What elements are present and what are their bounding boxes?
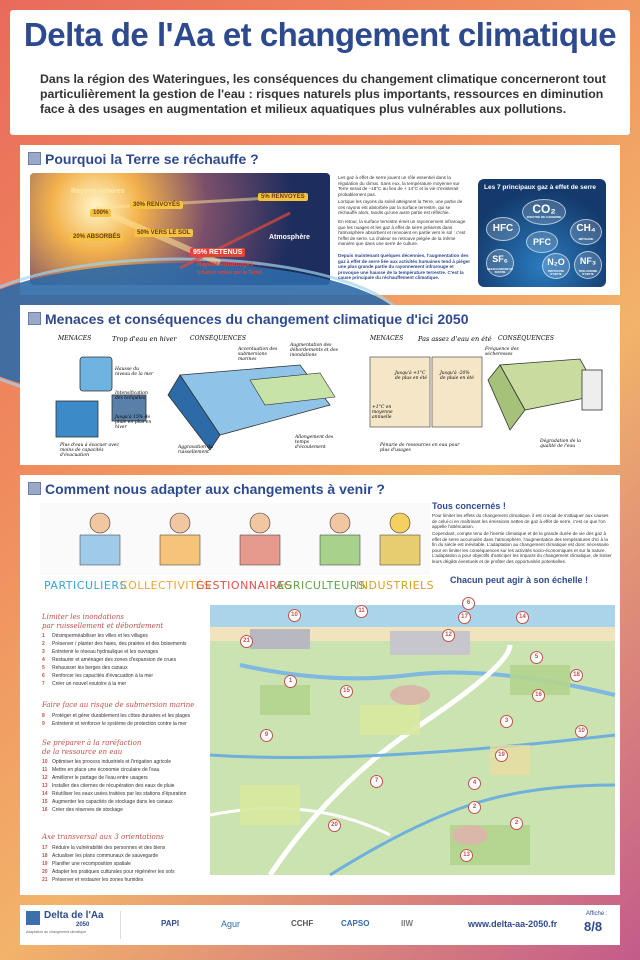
map-pin: 14 <box>516 611 529 624</box>
list-item: 18 Actualiser les plans communaux de sauvegarde <box>42 853 159 859</box>
left-note6: Augmentation des débordements et des inondations <box>290 343 338 358</box>
list-item: 14 Réutiliser les eaux usées traitées par les stations d'épuration <box>42 791 187 797</box>
map-pin: 5 <box>530 651 543 664</box>
map-pin: 10 <box>288 609 301 622</box>
list-item: 17 Réduire la vulnérabilité des personnes et des biens <box>42 845 166 851</box>
gas-hfc: HFC <box>486 217 520 241</box>
right-note3: Jusqu'à -20% de pluie en été <box>440 371 474 381</box>
label-atmosphere: Atmosphère <box>269 234 310 241</box>
gas-ch4: CH₄ MÉTHANE <box>570 219 602 245</box>
partner-logos <box>120 911 459 939</box>
section-title-threats: Menaces et conséquences du changement climatique d'ici 2050 <box>28 311 468 327</box>
label-rayons: Rayons solaires <box>71 188 125 195</box>
section-threats <box>20 305 620 465</box>
left-menaces-label: MENACES <box>58 335 92 342</box>
partner-papi: PAPI <box>161 919 180 928</box>
tous-p2: Cependant, compte tenu de l'inertie climatique et de la grande durée de vie des gaz à effet de serre accumulés dans l'atmosphère, l'augmentation des températures d'ici à la fin du siècle est inévitable. L'adaptation au changement climatique est donc nécessaire pour en limiter les conséquences sur les activités socio-économiques et sur la nature. L'adaptation a pour objectifs d'anticiper les impacts du changement climatique, de limiter leurs dégâts éventuels et de profiter des opportunités potentielles. <box>432 531 612 564</box>
list-item: 12 Améliorer le partage de l'eau entre usagers <box>42 775 148 781</box>
text-para3: En retour, la surface terrestre émet un rayonnement infrarouge que les nuages et les gaz à effet de serre présents dans l'atmosphère absorbent et renvoient en partie vers le sol : c'est l'effet de serre. La chaleur se retrouve piégée de la même manière que dans une serre de culture. <box>338 219 466 247</box>
label-infrarouges: Rayons infrarouges <box>197 262 254 268</box>
map-pin: 2 <box>510 817 523 830</box>
left-note5: Accentuation des submersions marines <box>238 347 278 362</box>
right-note6: Dégradation de la qualité de l'eau <box>540 439 581 449</box>
cat-agriculteurs: AGRICULTEURS <box>276 579 366 592</box>
list-item: 16 Créer des réserves de stockage <box>42 807 123 813</box>
text-para1: Les gaz à effet de serre jouent un rôle essentiel dans la régulation du climat. Sans eux, la température moyenne sur Terre serait de –18°C au lieu de + 14°C et la vie n'existerait probablement pas. <box>338 175 460 197</box>
delta-logo <box>26 911 110 939</box>
delta-map <box>210 600 615 875</box>
map-pin: 19 <box>495 749 508 762</box>
list-item: 1 Désimperméabiliser les villes et les villages <box>42 633 148 639</box>
left-note1: Hausse du niveau de la mer <box>115 367 154 377</box>
right-note1: Jusqu'à +1°C de plus en été <box>395 371 428 381</box>
list-item: 4 Restaurer et aménager des zones d'expansion de crues <box>42 657 177 663</box>
map-pin: 20 <box>328 819 341 832</box>
gases-box <box>478 179 606 287</box>
header-panel <box>10 10 630 135</box>
section-adapt <box>20 475 620 895</box>
group4-heading: Axe transversal aux 3 orientations <box>42 833 164 841</box>
list-item: 13 Installer des citernes de récupération des eaux de pluie <box>42 783 175 789</box>
gases-title: Les 7 principaux gaz à effet de serre <box>484 184 596 191</box>
label-5: 5% RENVOYÉS <box>258 193 308 201</box>
right-note2: +1°C en moyenne annuelle <box>372 405 393 420</box>
list-item: 5 Rehausser les berges des canaux <box>42 665 128 671</box>
left-note4: Plus d'eau à évacuer avec moins de capacités d'évacuation <box>60 443 119 458</box>
site-link[interactable]: www.delta-aa-2050.fr <box>468 919 558 929</box>
left-note7: Aggravation du ruissellement <box>178 445 214 455</box>
logo-text: Delta de l'Aa <box>44 910 104 921</box>
partner-iiw: IIW <box>401 919 413 928</box>
square-icon <box>28 152 41 165</box>
label-20: 20% ABSORBÉS <box>70 233 123 241</box>
right-pas-assez-label: Pas assez d'eau en été <box>418 335 492 343</box>
gas-co2: CO₂ DIOXYDE DE CARBONE <box>522 199 566 225</box>
section-title-adapt: Comment nous adapter aux changements à venir ? <box>28 481 385 497</box>
greenhouse-illustration <box>30 173 330 285</box>
map-pin: 7 <box>370 775 383 788</box>
gas-n2o: N₂O PROTOXYDE D'AZOTE <box>542 253 570 279</box>
group1-heading: Limiter les inondations par ruissellement et débordement <box>42 613 164 630</box>
list-item: 11 Mettre en place une économie circulaire de l'eau <box>42 767 160 773</box>
map-pin: 16 <box>532 689 545 702</box>
list-item: 3 Entretenir le réseau hydraulique et les ouvrages <box>42 649 159 655</box>
section-title-greenhouse: Pourquoi la Terre se réchauffe ? <box>28 151 259 167</box>
actors-illustration <box>40 503 430 575</box>
intro-text: Dans la région des Wateringues, les conséquences du changement climatique concerneront tout particulièrement la gestion de l'eau : risques naturels plus importants, ressources en diminution face à des usages en augmentation et milieux aquatiques plus vulnérables aux pollutions. <box>40 72 607 116</box>
partner-capso: CAPSO <box>341 919 370 928</box>
map-pin: 6 <box>462 597 475 610</box>
tous-p1: Pour limiter les effets du changement climatique, il est crucial de s'attaquer aux causes de celui-ci en maîtrisant les émissions nettes de gaz à effet de serre, c'est ce que l'on appelle l'atténuation. <box>432 513 609 530</box>
map-pin: 12 <box>442 629 455 642</box>
map-pin: 21 <box>240 635 253 648</box>
left-note2: Intensification des tempêtes <box>115 391 148 401</box>
left-consequences-label: CONSÉQUENCES <box>190 335 246 342</box>
page-title: Delta de l'Aa et changement climatique <box>23 16 617 53</box>
map-pin: 4 <box>468 777 481 790</box>
list-item: 20 Adapter les pratiques culturales pour régénérer les sols <box>42 869 175 875</box>
cat-collectivites: COLLECTIVITÉS <box>120 579 212 592</box>
list-item: 19 Planifier une recomposition spatiale <box>42 861 131 867</box>
tous-title: Tous concernés ! <box>432 501 506 511</box>
label-100: 100% <box>90 209 111 217</box>
left-trop-label: Trop d'eau en hiver <box>112 335 177 343</box>
map-pin: 15 <box>340 685 353 698</box>
label-50: 50% VERS LE SOL <box>134 229 193 237</box>
map-pin: 10 <box>575 725 588 738</box>
chacun-title: Chacun peut agir à son échelle ! <box>450 575 589 585</box>
right-note5: Fréquence des sécheresses <box>485 347 519 357</box>
affiche-number: 8/8 <box>584 919 603 934</box>
list-item: 21 Préserver et restaurer les zones humides <box>42 877 144 883</box>
list-item: 8 Protéger et gérer durablement les côtes dunaires et les plages <box>42 713 191 719</box>
group2-heading: Faire face au risque de submersion marine <box>42 701 195 709</box>
map-pin: 18 <box>570 669 583 682</box>
map-pin: 11 <box>355 605 368 618</box>
list-item: 9 Entretenir et renforcer le système de protection contre la mer <box>42 721 187 727</box>
list-item: 10 Optimiser les process industriels et l'irrigation agricole <box>42 759 172 765</box>
affiche-label: Affiche : <box>586 911 608 917</box>
section-greenhouse <box>20 145 620 295</box>
text-para2: Lorsque les rayons du soleil atteignent la Terre, une partie de ces rayons est absorbée par la surface terrestre, qui se réchauffe alors, tandis qu'une autre partie est réfléchie. <box>338 199 463 216</box>
square-icon <box>28 312 41 325</box>
map-pin: 2 <box>468 801 481 814</box>
map-pin: 17 <box>458 611 471 624</box>
right-consequences-label: CONSÉQUENCES <box>498 335 554 342</box>
right-note4: Pénurie de ressources en eau pour plus d'usages <box>380 443 460 453</box>
cat-industriels: INDUSTRIELS <box>356 579 435 592</box>
square-icon <box>28 482 41 495</box>
map-pin: 1 <box>284 675 297 688</box>
logo-year: 2050 <box>76 922 90 928</box>
logo-sub: Adaptation au changement climatique <box>26 930 87 934</box>
label-infra-sub: (chaleur émise par la Terre) <box>197 270 262 276</box>
list-item: 2 Préserver / planter des haies, des prairies et des boisements <box>42 641 187 647</box>
list-item: 15 Augmenter les capacités de stockage dans les canaux <box>42 799 173 805</box>
left-note3: Jusqu'à 15% de pluie en plus en hiver <box>115 415 152 430</box>
left-note8: Allongement des temps d'écoulement <box>295 435 334 450</box>
map-pin: 13 <box>460 849 473 862</box>
cat-gestionnaires: GESTIONNAIRES <box>196 579 293 592</box>
group3-heading: Se préparer à la raréfaction de la ressource en eau <box>42 739 142 756</box>
gas-pfc: PFC <box>526 231 558 253</box>
gas-nf3: NF₃ TRIFLUORURE D'AZOTE <box>574 251 602 279</box>
text-para4: Depuis maintenant quelques décennies, l'augmentation des gaz à effet de serre liée aux activités humaines tend à piéger une plus grande partie du rayonnement infrarouge et provoque une hausse de la température terrestre. C'est la cause principale du réchauffement climatique. <box>338 253 470 281</box>
footer <box>20 905 620 945</box>
list-item: 7 Créer un nouvel exutoire à la mer <box>42 681 127 687</box>
logo-mark-icon <box>26 911 40 925</box>
partner-agur: Agur <box>221 919 241 929</box>
list-item: 6 Renforcer les capacités d'évacuation à la mer <box>42 673 154 679</box>
label-30: 30% RENVOYÉS <box>130 201 183 209</box>
right-menaces-label: MENACES <box>370 335 404 342</box>
map-pin: 9 <box>260 729 273 742</box>
partner-cchf: CCHF <box>291 919 314 928</box>
map-pin: 3 <box>500 715 513 728</box>
gas-sf6: SF₆ HEXAFLUORURE DE SOUFRE <box>486 249 514 277</box>
cat-particuliers: PARTICULIERS <box>44 579 127 592</box>
label-95: 95% RETENUS <box>190 248 245 257</box>
